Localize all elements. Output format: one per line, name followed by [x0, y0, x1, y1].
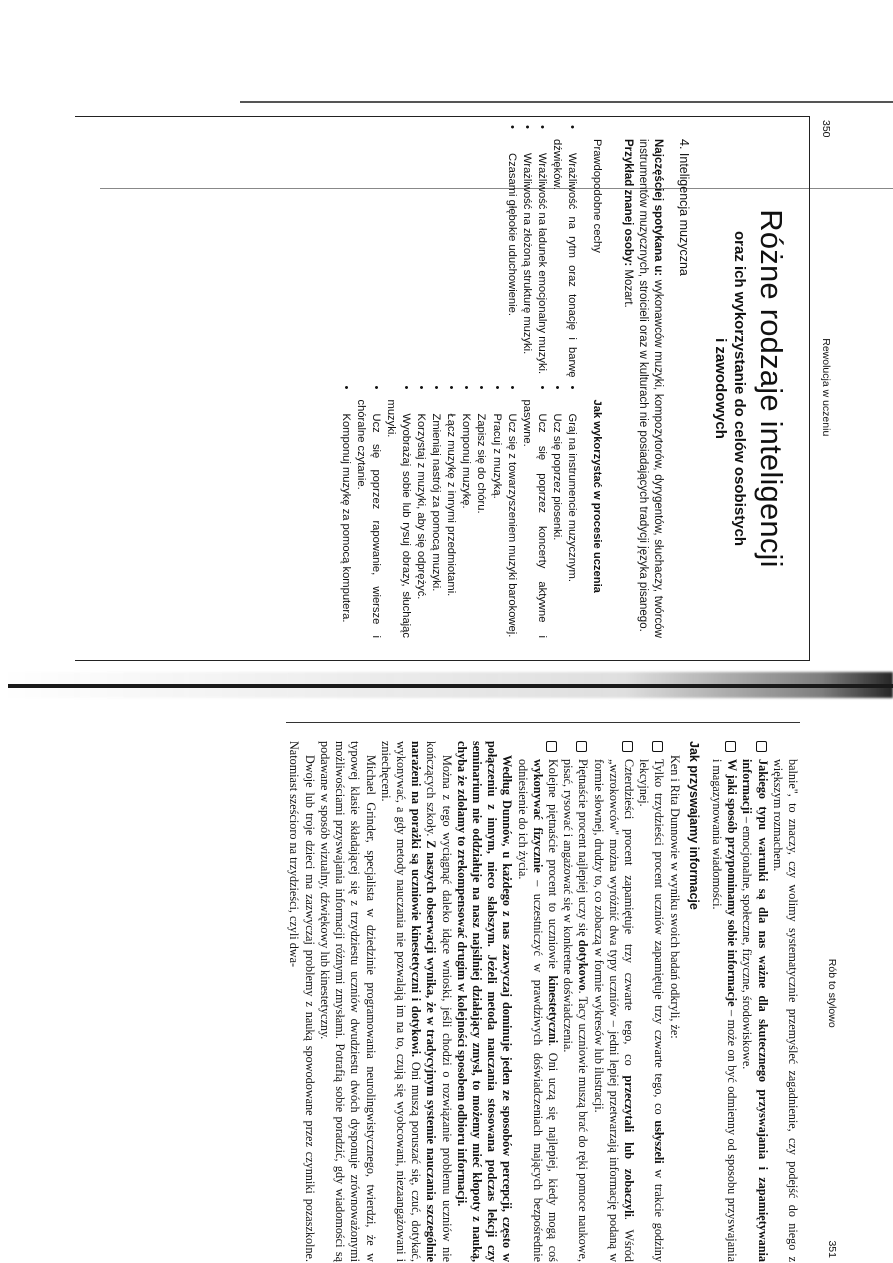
box-subtitle: [711, 139, 749, 638]
page-number: 351: [826, 1240, 838, 1258]
paragraph-bold: Z naszych obserwacji wynika, że w tradycyjnym systemie nauczania szczególnie narażeni na porażki są uczniowie kinestetyczni i dotykowi.: [409, 741, 439, 1263]
box-title: Różne rodzaje inteligencji: [754, 209, 789, 568]
trait-item: • Wrażliwość na złożoną strukturę muzyki.: [519, 139, 534, 378]
running-title: Rewolucja w uczeniu: [820, 338, 832, 437]
book-gutter-line: [8, 684, 893, 688]
page-350: [72, 116, 832, 661]
traits-list: [504, 139, 579, 378]
conclusion-paragraph: [378, 741, 454, 1262]
running-title: Rób to stylowo: [826, 958, 838, 1028]
page-number: 350: [820, 120, 832, 138]
usage-item: • Zapisz się do chóru.: [473, 400, 488, 639]
usage-column: [338, 400, 605, 639]
continuation-paragraph: balnie", to znaczy, czy wolimy systematycznie przemyśleć zagadnienie, czy podejść do niego z większym rozmachem.: [770, 759, 800, 1262]
subtitle-line-1: oraz ich wykorzystanie do celów osobistych: [731, 230, 748, 547]
finding-text: Kolejne piętnaście procent to uczniowie: [545, 759, 560, 976]
traits-heading: Prawdopodobne cechy: [591, 139, 603, 253]
finding-item: [636, 741, 666, 1262]
finding-text: – uczestniczyć w prawdziwych doświadczeniach mających bezpośrednie odniesienie do ich życia.: [515, 759, 545, 1262]
paragraph-text: Można z tego wyciągnąć daleko idące wnioski, jeśli chodzi o rozwiązanie problemu uczniów nie kończących szkoły.: [424, 741, 454, 1262]
usage-list: [338, 400, 580, 639]
closing-paragraph: Dwoje lub troje dzieci ma zazwyczaj problemy z nauką spowodowane przez czynniki pozaszkolne. Natomiast sześcioro na trzydzieści, czyli dwa-: [287, 741, 317, 1262]
finding-bold: przeczytali lub zobaczyli: [621, 1075, 636, 1217]
intro-text-example: Mozart.: [622, 266, 634, 308]
finding-text: . Wśród „wzrokowców" można wyróżnić dwa typy uczniów – jedni lepiej przetwarzają informację podaną w formie słownej, drudzy to, co zobaczą w formie wykresów lub ilustracji.: [591, 759, 636, 1262]
intro-label-example: Przykład znanej osoby:: [622, 139, 634, 267]
dunn-bold-text: Według Dunnów, u każdego z nas zazwyczaj dominuje jeden ze sposobów percepcji, często w połączeniu z innym, nieco słabszym. Jeżeli metoda nauczania stosowana podczas lekcji czy seminarium nie oddziałuje na nasz najsilniej działający zmysł, to możemy mieć kłopoty z nauką, chyba że zdołamy to zrekompensować drugim w kolejności sposobem odbioru informacji.: [454, 741, 515, 1262]
usage-item: • Korzystaj z muzyki, aby się odprężyć.: [413, 400, 428, 639]
question-item: [739, 741, 769, 1262]
dunn-paragraph: [454, 741, 515, 1262]
usage-heading: [589, 400, 604, 639]
traits-column: [338, 139, 605, 378]
finding-text: Tylko trzydzieści procent uczniów zapamiętuje trzy czwarte tego, co: [652, 759, 667, 1121]
section-heading: Jak przyswajamy informacje: [686, 741, 701, 910]
usage-item: • Graj na instrumencie muzycznym.: [564, 400, 579, 639]
usage-item: • Ucz się poprzez piosenki.: [549, 400, 564, 639]
usage-item: • Komponuj muzykę za pomocą komputera.: [338, 400, 353, 639]
finding-item: [514, 741, 560, 1262]
running-head-right: [822, 722, 838, 1262]
finding-text: w trakcie godziny lekcyjnej.: [637, 759, 667, 1262]
two-column-lists: [338, 139, 605, 638]
subtitle-line-2: i zawodowych: [712, 338, 729, 439]
usage-item: • Komponuj muzykę.: [458, 400, 473, 639]
grinder-paragraph: Michael Grinder, specjalista w dziedzinie programowania neurolingwistycznego, twierdzi, że w typowej klasie składającej się z trzydziestu uczniów dwudziestu dwóch dysponuje zrównoważonymi możliwościami przyswajania informacji różnymi zmysłami. Potrafią sobie poradzić, gdy wiadomości są podawane w sposób wizualny, dźwiękowy lub kinestetyczny.: [317, 741, 378, 1262]
question-text: – emocjonalne, społeczne, fizyczne, środowiskowe.: [740, 813, 755, 1070]
trait-item: • Wrażliwość na rytm oraz tonację i barwę dźwięków.: [549, 139, 579, 378]
usage-item: • Zmieniaj nastrój za pomocą muzyki.: [428, 400, 443, 639]
finding-text: . Oni uczą się najlepiej, kiedy mogą coś: [545, 1043, 560, 1262]
question-item: [709, 741, 739, 1262]
usage-item: • Wyobrażaj sobie lub rysuj obrazy, słuchając muzyki.: [383, 400, 413, 639]
usage-item: • Łącz muzykę z innymi przedmiotami.: [443, 400, 458, 639]
question-text: – może on być odmienny od sposobu przyswajania i magazynowania wiadomości.: [709, 759, 740, 1262]
intro-text-found: wykonawców muzyki, kompozytorów, dyrygentów, słuchaczy, twórców instrumentów muzycznych, stroicieli oraz w kulturach nie posiadających tradycji języka pisanego.: [637, 139, 664, 638]
body-text: [286, 722, 800, 1262]
trait-item: • Wrażliwość na ładunek emocjonalny muzyki.: [534, 139, 549, 378]
finding-item: [560, 741, 590, 1262]
usage-item: • Ucz się z towarzyszeniem muzyki barokowej.: [504, 400, 519, 639]
running-head-left: [816, 116, 832, 661]
finding-text: . Tacy uczniowie muszą brać do ręki pomoce naukowe, pisać, rysować i angażować się w konkretne doświadczenia.: [561, 759, 591, 1262]
finding-text: Piętnaście procent najlepiej uczy się: [576, 759, 591, 940]
question-bold: Jakiego typu warunki są dla nas ważne dla skutecznego przyswajania i zapamiętywania informacji: [740, 759, 770, 1262]
section-heading: 4. Inteligencja muzyczna: [677, 139, 691, 276]
finding-bold: kinestetyczni: [545, 975, 560, 1044]
paragraph-text: Oni muszą poruszać się, czuć, dotykać, wykonywać, a gdy metody nauczania nie pozwalają im na to, czują się wyobcowani, niezaangażowani i zniechęceni.: [378, 741, 424, 1263]
usage-heading-text: Jak wykorzystać w procesie uczenia: [591, 399, 603, 593]
usage-item: • Ucz się poprzez rapowanie, wiersze i chóralne czytanie.: [353, 400, 383, 639]
usage-item: • Ucz się poprzez koncerty aktywne i pasywne.: [519, 400, 549, 639]
page-351: [68, 722, 838, 1262]
intro-paragraph: [620, 139, 665, 638]
scan-edge-top: [240, 101, 893, 103]
finding-bold: usłyszeli: [652, 1120, 667, 1164]
finding-bold: dotykowo: [576, 939, 591, 991]
question-bold: W jaki sposób przypominamy sobie informacje: [725, 759, 740, 1007]
finding-bold: wykonywać fizycznie: [530, 759, 545, 873]
finding-item: [590, 741, 636, 1262]
trait-item: • Czasami głębokie uduchowienie.: [504, 139, 519, 378]
lead-paragraph: Ken i Rita Dunnowie w wyniku swoich badań odkryli, że:: [667, 755, 682, 1039]
intelligence-box: [75, 116, 810, 661]
finding-text: Czterdzieści procent zapamiętuje trzy czwarte tego, co: [621, 759, 636, 1076]
usage-item: • Pracuj z muzyką.: [488, 400, 503, 639]
intro-label-found: Najczęściej spotykana u:: [652, 139, 664, 277]
